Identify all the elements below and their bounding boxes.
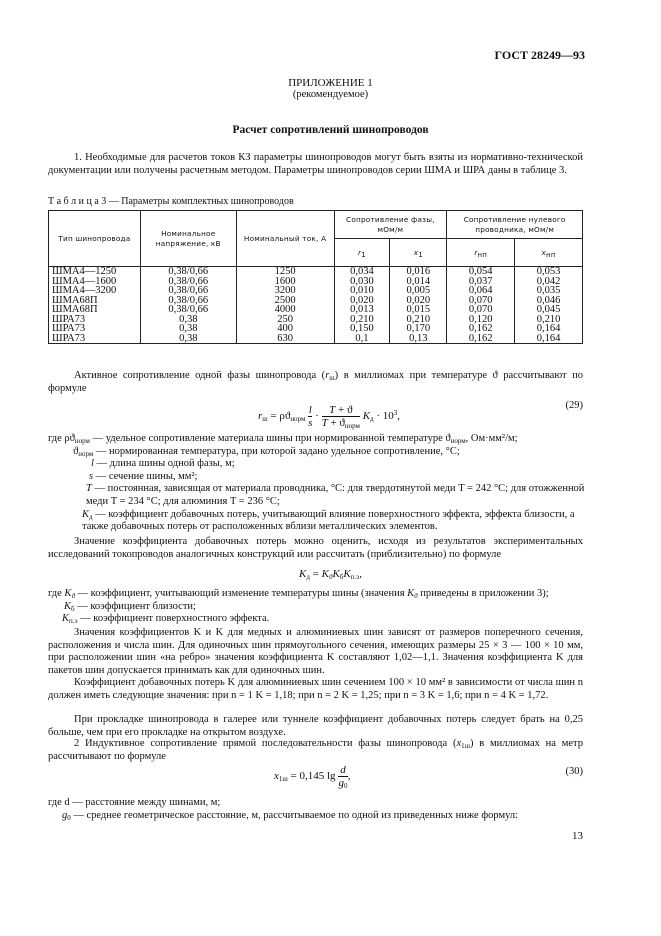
equation-number-30: (30) [565,766,583,777]
header-xnp: $x_{нп}$ [515,239,583,267]
table-cell: 0,030 [334,277,390,287]
table-cell: 0,38/0,66 [140,286,236,296]
table-cell: 0,164 [515,324,583,334]
table-cell: 0,053 [515,267,583,277]
table-cell: 0,064 [447,286,515,296]
table-cell: ШРА73 [49,315,141,325]
table-cell: ШМА68П [49,296,141,306]
table-cell: 250 [236,315,334,325]
table-cell: 0,38 [140,315,236,325]
table-row [49,305,583,315]
paragraph-7: 2 Индуктивное сопротивление прямой последовательности фазы шинопровода $(x_{1ш})$ в миллиомах на метр рассчитывают по формуле [48,738,583,762]
header-x1: $x_1$ [390,239,447,267]
table-row [49,334,583,344]
table-cell: ШРА73 [49,334,141,344]
table-cell: 0,046 [515,296,583,306]
table-cell: 0,1 [334,334,390,344]
table-cell: 0,014 [390,277,447,287]
paragraph-1: 1. Необходимые для расчетов токов КЗ параметры шинопроводов могут быть взяты из нормативно-технической документации или получены расчетным методом. Параметры шинопроводов серии ШМА и ШРА даны в таблице 3. [48,152,583,176]
table-cell: 0,150 [334,324,390,334]
table-cell: 400 [236,324,334,334]
table-cell: 0,035 [515,286,583,296]
header-zero-resistance: Сопротивление нулевого проводника, мОм/м [447,211,583,239]
table-row [49,324,583,334]
header-rnp: $r_{нп}$ [447,239,515,267]
table-cell: 0,070 [447,296,515,306]
table-cell: 0,164 [515,334,583,344]
table-cell: 0,38/0,66 [140,277,236,287]
table-cell: ШМА4—1600 [49,277,141,287]
paragraph-4: Значения коэффициентов K и K для медных и алюминиевых шин зависят от размеров поперечного сечения, расположения и числа шин. Для одиночных шин прямоугольного сечения, имеющих размеры 25 × 3 — 100 × 10 мм, при расположении шин «на ребро» значения коэффициента K составляют 1,02—1,1. Значения коэффициента K для пакетов шин допускается принимать как для одиночных шин. [48,627,583,676]
appendix-subtitle: (рекомендуемое) [292,89,369,100]
appendix-title: ПРИЛОЖЕНИЕ 1 [288,77,373,89]
table-cell: 0,016 [390,267,447,277]
table-cell: 2500 [236,296,334,306]
coefficient-definitions: где $K_ϑ$ — коэффициент, учитывающий изменение температуры шины (значения $K_ϑ$ приведены в приложении 3); $K_б$ — коэффициент близости; $K_{п.э}$ — коэффициент поверхностного эффекта. [48,588,549,626]
table-cell: 0,015 [390,305,447,315]
table-cell: 0,020 [334,296,390,306]
table-cell: ШМА4—3200 [49,286,141,296]
equation-number-29: (29) [565,400,583,411]
table-cell: 1600 [236,277,334,287]
table-cell: 0,042 [515,277,583,287]
table-cell: 0,210 [334,315,390,325]
table-cell: 0,38 [140,324,236,334]
formula-30: $x_{1ш} = 0,145$ lg $\frac{d}{g_0}$ , [274,764,351,790]
table-cell: ШМА68П [49,305,141,315]
paragraph-5: Коэффициент добавочных потерь K для алюминиевых шин сечением 100 × 10 мм² в зависимости от числа шин n должен иметь следующие значения: при n = 1 K = 1,18; при n = 2 K = 1,25; при n = 3 K = 1,6; при n = 4 K = 1,72. [48,677,583,701]
table-row [49,286,583,296]
busbar-parameters-table [48,210,583,344]
header-voltage: Номинальное напряжение, кВ [140,211,236,267]
header-type: Тип шинопровода [49,211,141,267]
definitions-list: где $\rho ϑ_{норм}$ — удельное сопротивление материала шины при нормированной температуре $ϑ_{норм}$, Ом·мм²/м; $ϑ_{норм}$ — нормированная температура, при которой задано удельное сопротивление, °С; l — длина шины одной фазы, м; s — сечение шины, мм²; T — постоянная, зависящая от материала проводника, °С: для твердотянутой меди T = 242 °С; для отожженной меди T = 234 °С; для алюминия T = 236 °С; $K_д$ — коэффициент добавочных потерь, учитывающий влияние поверхностного эффекта, эффекта близости, а также добавочных потерь от расположенных вблизи металлических элементов. [48,433,585,533]
paragraph-3: Значение коэффициента добавочных потерь можно оценить, исходя из результатов экспериментальных исследований токопроводов аналогичных конструкций или рассчитать (приблизительно) по формуле [48,536,583,560]
table-row [49,296,583,306]
paragraph-6: При прокладке шинопровода в галерее или туннеле коэффициент добавочных потерь следует брать на 0,25 больше, чем при его прокладке на открытом воздухе. [48,714,583,738]
table-cell: ШРА73 [49,324,141,334]
table-cell: 0,162 [447,324,515,334]
table-cell: 0,045 [515,305,583,315]
table-cell: 0,020 [390,296,447,306]
table-cell: 0,120 [447,315,515,325]
table-cell: 0,010 [334,286,390,296]
section-title: Расчет сопротивлений шинопроводов [232,124,429,136]
formula-kd: $K_д = K_ϑK_бK_{п.э}$, [299,568,362,581]
header-current: Номинальный ток, А [236,211,334,267]
table-cell: 1250 [236,267,334,277]
table-cell: 0,005 [390,286,447,296]
table-cell: 3200 [236,286,334,296]
table-row [49,315,583,325]
table-cell: 0,210 [390,315,447,325]
page-number: 13 [572,830,583,842]
table-cell: 0,034 [334,267,390,277]
formula-29: $r_ш = \rho ϑ_{норм}$ $\frac{l}{s}$ · T + ϑ $T + ϑ_{норм}$ $K_д \cdot 10^3$, [258,404,401,430]
table-cell: 0,38 [140,334,236,344]
table-cell: 0,013 [334,305,390,315]
table-cell: 0,054 [447,267,515,277]
table-cell: 0,38/0,66 [140,305,236,315]
table-cell: 0,070 [447,305,515,315]
table-row [49,267,583,277]
standard-number: ГОСТ 28249—93 [494,48,585,62]
table-cell: 630 [236,334,334,344]
table-cell: 4000 [236,305,334,315]
table-cell: 0,13 [390,334,447,344]
header-phase-resistance: Сопротивление фазы, мОм/м [334,211,447,239]
table-caption: Т а б л и ц а 3 — Параметры комплектных шинопроводов [48,196,294,207]
table-row [49,277,583,287]
table-cell: 0,38/0,66 [140,267,236,277]
paragraph-2: Активное сопротивление одной фазы шинопровода $(r_ш)$ в миллиомах при температуре ϑ рассчитывают по формуле [48,370,584,394]
table-cell: 0,170 [390,324,447,334]
distance-definitions: где d — расстояние между шинами, м; $g_0$ — среднее геометрическое расстояние, м, рассчитываемое по одной из приведенных ниже формул: [48,797,519,822]
table-cell: 0,162 [447,334,515,344]
header-r1: $r_1$ [334,239,390,267]
table-cell: 0,210 [515,315,583,325]
table-cell: ШМА4—1250 [49,267,141,277]
table-cell: 0,38/0,66 [140,296,236,306]
table-cell: 0,037 [447,277,515,287]
